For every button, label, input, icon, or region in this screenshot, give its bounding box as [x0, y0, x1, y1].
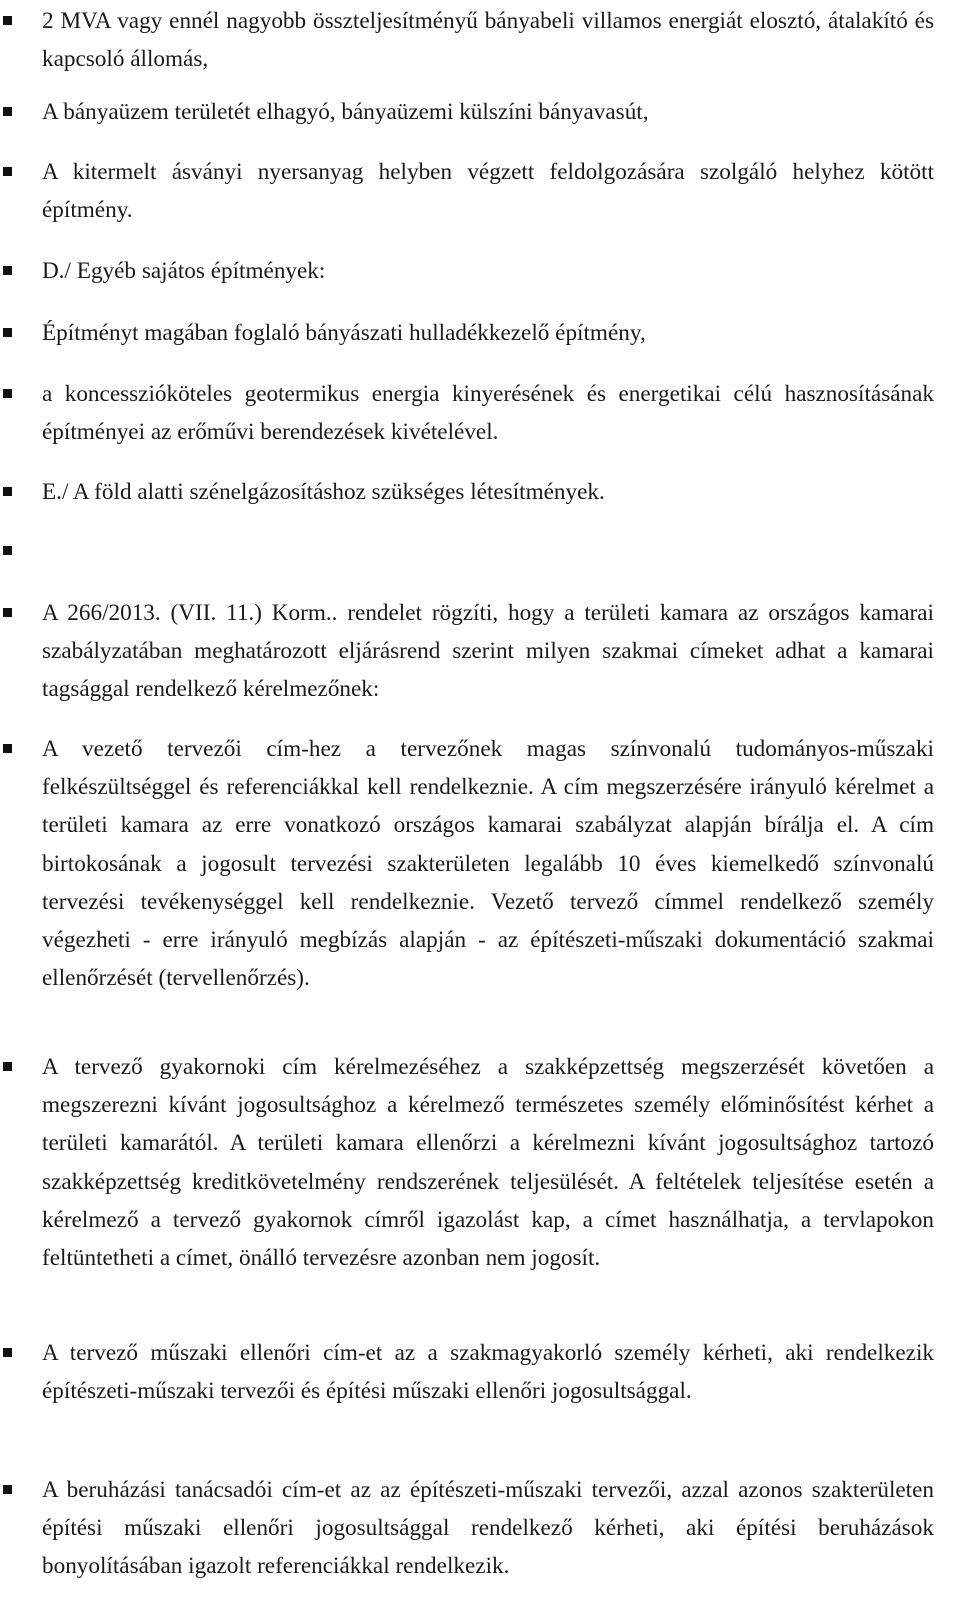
square-bullet-icon	[3, 1348, 12, 1357]
list-item-text: A tervező műszaki ellenőri cím-et az a szakmagyakorló személy kérheti, aki rendelkezik építészeti-műszaki tervezői és építési műszaki ellenőri jogosultsággal.	[42, 1340, 934, 1405]
list-item-text: A bányaüzem területét elhagyó, bányaüzemi külszíni bányavasút,	[42, 99, 649, 125]
list-item-text: A beruházási tanácsadói cím-et az az építészeti-műszaki tervezői, azzal azonos szakterületen építési műszaki ellenőri jogosultsággal rendelkező kérheti, aki építési beruházások bonyolításában igazolt referenciákkal rendelkezik.	[42, 1477, 934, 1580]
list-item-text: A vezető tervezői cím-hez a tervezőnek magas színvonalú tudományos-műszaki felkészültséggel és referenciákkal kell rendelkeznie. A cím megszerzésére irányuló kérelmet a területi kamara az erre vonatkozó országos kamarai szabályzat alapján bírálja el. A cím birtokosának a jogosult tervezési szakterületen legalább 10 éves kiemelkedő színvonalú tervezési tevékenységgel kell rendelkeznie. Vezető tervező címmel rendelkező személy végezheti - erre irányuló megbízás alapján - az építészeti-műszaki dokumentáció szakmai ellenőrzését (tervellenőrzés).	[42, 736, 934, 992]
list-item-text: A kitermelt ásványi nyersanyag helyben végzett feldolgozására szolgáló helyhez kötött építmény.	[42, 159, 934, 224]
square-bullet-icon	[3, 1485, 12, 1494]
list-item-text: E./ A föld alatti szénelgázosításhoz szükséges létesítmények.	[42, 479, 605, 505]
square-bullet-icon	[3, 266, 12, 275]
square-bullet-icon	[3, 389, 12, 398]
square-bullet-icon	[3, 1062, 12, 1071]
square-bullet-icon	[3, 546, 12, 555]
list-item-text: 2 MVA vagy ennél nagyobb összteljesítményű bányabeli villamos energiát elosztó, átalakító és kapcsoló állomás,	[42, 8, 934, 73]
list-item-text: Építményt magában foglaló bányászati hulladékkezelő építmény,	[42, 320, 646, 346]
square-bullet-icon	[3, 744, 12, 753]
square-bullet-icon	[3, 608, 12, 617]
square-bullet-icon	[3, 167, 12, 176]
square-bullet-icon	[3, 16, 12, 25]
list-item-text: A tervező gyakornoki cím kérelmezéséhez a szakképzettség megszerzését követően a megszerezni kívánt jogosultsághoz a kérelmező természetes személy előminősítést kérhet a területi kamarától. A területi kamara ellenőrzi a kérelmezni kívánt jogosultsághoz tartozó szakképzettség kreditkövetelmény rendszerének teljesülését. A feltételek teljesítése esetén a kérelmező a tervező gyakornok címről igazolást kap, a címet használhatja, a tervlapokon feltüntetheti a címet, önálló tervezésre azonban nem jogosít.	[42, 1054, 934, 1272]
square-bullet-icon	[3, 328, 12, 337]
square-bullet-icon	[3, 107, 12, 116]
list-item-text: D./ Egyéb sajátos építmények:	[42, 258, 326, 284]
square-bullet-icon	[3, 487, 12, 496]
list-item-text: A 266/2013. (VII. 11.) Korm.. rendelet rögzíti, hogy a területi kamara az országos kamarai szabályzatában meghatározott eljárásrend szerint milyen szakmai címeket adhat a kamarai tagsággal rendelkező kérelmezőnek:	[42, 600, 934, 703]
list-item-text: a koncesszióköteles geotermikus energia kinyerésének és energetikai célú hasznosításának építményei az erőművi berendezések kivételével.	[42, 381, 934, 446]
